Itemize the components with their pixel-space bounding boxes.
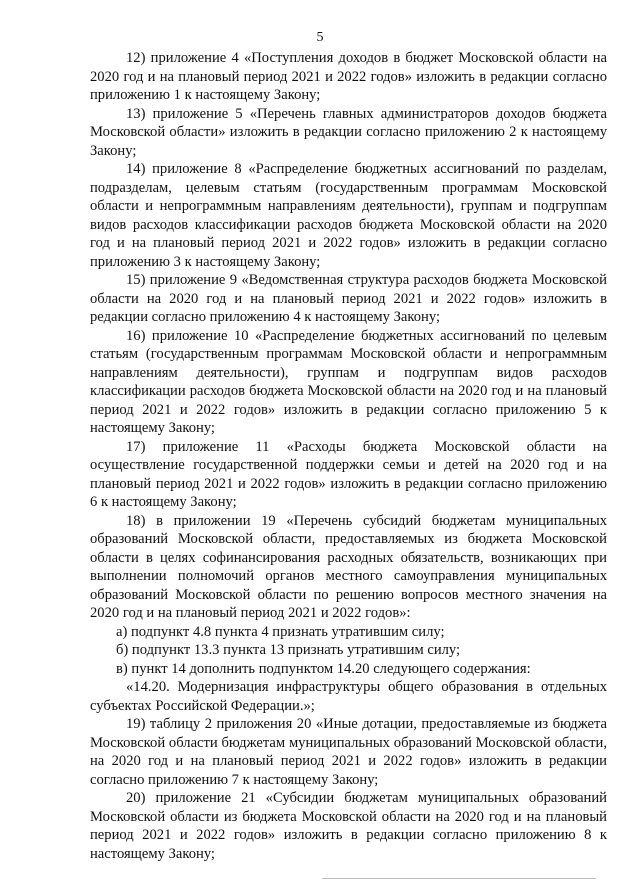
- paragraph-item-18c: в) пункт 14 дополнить подпунктом 14.20 следующего содержания:: [116, 660, 531, 677]
- paragraph-item-18c-quote: «14.20. Модернизация инфраструктуры общего образования в отдельных субъектах Российской Федерации.»;: [90, 679, 607, 714]
- document-body: [90, 49, 607, 863]
- paragraph-item-15: 15) приложение 9 «Ведомственная структура расходов бюджета Московской области на 2020 год и на плановый период 2021 и 2022 годов» изложить в редакции согласно приложению 4 к настоящему Закону;: [90, 272, 607, 325]
- paragraph-item-20: 20) приложение 21 «Субсидии бюджетам муниципальных образований Московской области из бюджета Московской области на 2020 год и на плановый период 2021 и 2022 годов» изложить в редакции согласно приложению 8 к настоящему Закону;: [90, 790, 607, 862]
- paragraph-item-12: 12) приложение 4 «Поступления доходов в бюджет Московской области на 2020 год и на плановый период 2021 и 2022 годов» изложить в редакции согласно приложению 1 к настоящему Закону;: [90, 50, 607, 103]
- paragraph-item-19: 19) таблицу 2 приложения 20 «Иные дотации, предоставляемые из бюджета Московской области бюджетам муниципальных образований Московской области, на 2020 год и на плановый период 2021 и 2022 годов» изложить в редакции согласно приложению 7 к настоящему Закону;: [90, 716, 607, 788]
- scan-edge-line: [322, 878, 596, 879]
- paragraph-item-13: 13) приложение 5 «Перечень главных администраторов доходов бюджета Московской области» изложить в редакции согласно приложению 2 к настоящему Закону;: [90, 105, 607, 159]
- paragraph-item-18b: б) подпункт 13.3 пункта 13 признать утратившим силу;: [116, 642, 461, 658]
- paragraph-item-16: 16) приложение 10 «Распределение бюджетных ассигнований по целевым статьям (государственным программам Московской области и непрограммным направлениям деятельности), группам и подгруппам видов расходов классификации расходов бюджета Московской области на 2020 год и на плановый период 2021 и 2022 годов» изложить в редакции согласно приложению 5 к настоящему Закону;: [90, 327, 607, 436]
- paragraph-item-14: 14) приложение 8 «Распределение бюджетных ассигнований по разделам, подразделам, целевым статьям (государственным программам Московской области и непрограммным направлениям деятельности), группам и подгруппам видов расходов классификации расходов бюджета Московской области на 2020 год и на плановый период 2021 и 2022 годов» изложить в редакции согласно приложению 3 к настоящему Закону;: [90, 161, 607, 270]
- paragraph-item-18: 18) в приложении 19 «Перечень субсидий бюджетам муниципальных образований Московской области, предоставляемых из бюджета Московской области в целях софинансирования расходных обязательств, возникающих при выполнении полномочий органов местного самоуправления муниципальных образований Московской области по решению вопросов местного значения на 2020 год и на плановый период 2021 и 2022 годов»:: [90, 512, 607, 621]
- paragraph-item-18a: а) подпункт 4.8 пункта 4 признать утратившим силу;: [116, 623, 445, 640]
- paragraph-item-17: 17) приложение 11 «Расходы бюджета Московской области на осуществление государственной поддержки семьи и детей на 2020 год и на плановый период 2021 и 2022 годов» изложить в редакции согласно приложению 6 к настоящему Закону;: [90, 438, 607, 510]
- page-number: 5: [316, 30, 324, 45]
